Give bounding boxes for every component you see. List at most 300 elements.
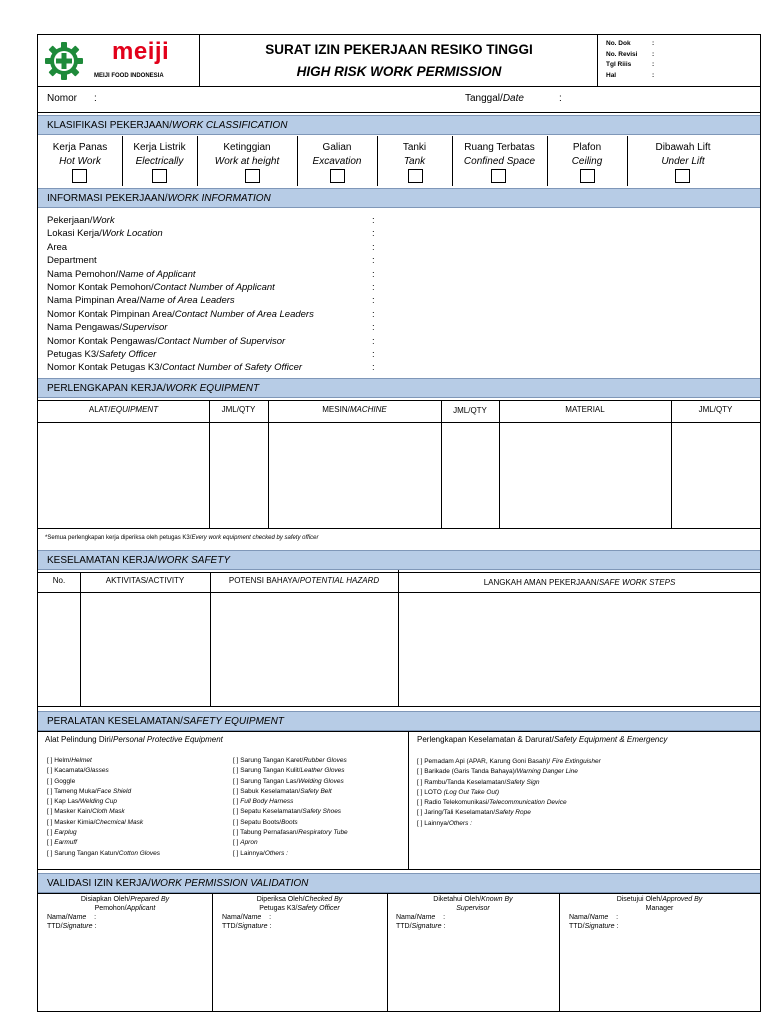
item-id: [ ] bbox=[233, 798, 241, 806]
section-title-en: WORK INFORMATION bbox=[167, 193, 271, 204]
list-item[interactable] bbox=[417, 819, 601, 829]
title-indonesian: SURAT IZIN PEKERJAAN RESIKO TINGGI bbox=[265, 42, 533, 57]
col-activity: AKTIVITAS/ACTIVITY bbox=[105, 576, 185, 585]
form-frame bbox=[37, 34, 761, 1012]
divider bbox=[209, 400, 210, 528]
colon: : bbox=[372, 308, 375, 320]
info-field-area-leader-contact bbox=[47, 308, 314, 321]
class-label-en: Under Lift bbox=[661, 156, 705, 167]
tanggal-label bbox=[465, 93, 524, 104]
class-label: Kerja Panas bbox=[52, 142, 108, 153]
col-label: MESIN/ bbox=[322, 405, 350, 414]
divider bbox=[38, 893, 760, 894]
class-under-lift bbox=[627, 141, 739, 169]
field-label: Lokasi Kerja/ bbox=[47, 228, 102, 240]
list-item[interactable] bbox=[47, 818, 160, 828]
checkbox-height[interactable] bbox=[245, 169, 260, 183]
role-id: Manager bbox=[645, 905, 674, 912]
emg-title-id: Perlengkapan Keselamatan & Darurat/ bbox=[417, 735, 554, 744]
role-id: Diketahui Oleh/ bbox=[433, 896, 482, 903]
divider bbox=[38, 731, 760, 732]
field-label: Area bbox=[47, 241, 68, 253]
item-en: Safety Sign bbox=[506, 778, 540, 786]
section-title: PERLENGKAPAN KERJA/ bbox=[47, 383, 166, 394]
info-field-supervisor bbox=[47, 321, 314, 334]
field-label: Pekerjaan/ bbox=[47, 215, 93, 226]
divider bbox=[499, 400, 500, 528]
class-label-en: Excavation bbox=[312, 156, 362, 167]
tanggal-label-id: Tanggal/ bbox=[465, 93, 503, 104]
col-label: POTENSI BAHAYA/ bbox=[228, 576, 300, 585]
meta-colon: : bbox=[652, 40, 655, 47]
list-item[interactable] bbox=[47, 797, 160, 807]
class-electrical bbox=[122, 141, 197, 169]
class-label: Tanki bbox=[402, 142, 427, 153]
class-label: Plafon bbox=[572, 142, 602, 153]
item-id: [ ] Jaring/Tali Keselamatan/ bbox=[417, 809, 496, 817]
field-label: Nomor Kontak Pimpinan Area/ bbox=[47, 308, 175, 320]
field-label-en: Name of Area Leaders bbox=[139, 295, 235, 307]
info-field-list bbox=[47, 214, 314, 375]
item-id: [ ] Masker Kain/ bbox=[47, 808, 93, 816]
divider bbox=[408, 731, 409, 869]
emg-title-en: Safety Equipment & Emergency bbox=[553, 735, 668, 744]
field-label-en: Contact Number of Supervisor bbox=[157, 335, 286, 347]
gear-logo-icon bbox=[44, 41, 84, 81]
name-label: Nama/ bbox=[396, 914, 417, 921]
name-row[interactable] bbox=[222, 913, 397, 922]
name-row[interactable] bbox=[396, 913, 568, 922]
list-item[interactable] bbox=[47, 828, 160, 838]
item-en: Safety Rope bbox=[495, 809, 531, 817]
role-en: Applicant bbox=[126, 905, 156, 912]
colon: : bbox=[372, 241, 375, 253]
list-item[interactable] bbox=[417, 788, 601, 798]
meta-release-date: Tgl Riiis bbox=[606, 61, 632, 68]
class-label-en: Confined Space bbox=[463, 156, 536, 167]
field-label-en: Name of Applicant bbox=[118, 268, 196, 280]
checkbox-hot-work[interactable] bbox=[72, 169, 87, 183]
colon: : bbox=[372, 335, 375, 347]
section-safety-equipment bbox=[38, 711, 760, 731]
item-id: [ ] Sabuk Keselamatan/ bbox=[233, 787, 301, 795]
section-title: KESELAMATAN KERJA/ bbox=[47, 555, 158, 566]
col-qty-1: JML/QTY bbox=[221, 405, 256, 414]
signature-row[interactable] bbox=[396, 922, 568, 931]
meta-colon: : bbox=[652, 71, 655, 79]
validation-known bbox=[387, 895, 559, 931]
list-item[interactable] bbox=[47, 766, 160, 776]
col-no: No. bbox=[52, 576, 66, 585]
list-item[interactable] bbox=[417, 808, 601, 818]
role-line-1 bbox=[212, 895, 387, 904]
role-id: Disetujui Oleh/ bbox=[616, 896, 663, 903]
item-en: Boots bbox=[281, 818, 298, 826]
item-id: [ ] Sarung Tangan Kulit/ bbox=[233, 767, 301, 775]
item-id: [ ] Sarung Tangan Katun/ bbox=[47, 849, 119, 857]
item-en: Warning Danger Line bbox=[516, 768, 578, 776]
col-safe-steps bbox=[399, 578, 760, 587]
list-item[interactable] bbox=[233, 828, 348, 838]
col-qty-2: JML/QTY bbox=[453, 406, 487, 415]
class-label: Galian bbox=[322, 142, 352, 153]
divider bbox=[80, 572, 81, 706]
colon: : bbox=[94, 914, 97, 921]
class-label: Ketinggian bbox=[223, 142, 271, 153]
class-label: Dibawah Lift bbox=[655, 142, 711, 153]
info-field-applicant-contact bbox=[47, 281, 314, 294]
colon: : bbox=[372, 215, 375, 226]
list-item[interactable] bbox=[47, 807, 160, 817]
role-line-2 bbox=[559, 904, 760, 913]
list-item[interactable] bbox=[47, 787, 160, 797]
checkbox-confined-space[interactable] bbox=[491, 169, 506, 183]
class-height bbox=[197, 141, 297, 169]
field-label-en: Contact Number of Applicant bbox=[153, 282, 275, 294]
colon: : bbox=[372, 268, 375, 280]
col-label: ALAT/ bbox=[88, 405, 111, 414]
section-permission-validation bbox=[38, 873, 760, 893]
class-label: Kerja Listrik bbox=[133, 142, 186, 153]
meta-colon: : bbox=[652, 50, 655, 58]
equipment-note bbox=[45, 533, 319, 543]
divider bbox=[38, 528, 760, 529]
field-label: Nama Pemohon/ bbox=[47, 268, 119, 280]
item-en: Welding Gloves bbox=[298, 777, 344, 785]
item-id: [ ] bbox=[47, 839, 55, 847]
field-label: Nama Pengawas/ bbox=[47, 322, 122, 334]
info-field-department bbox=[47, 254, 314, 267]
field-label-en: Contact Number of Safety Officer bbox=[162, 362, 303, 374]
section-title: PERALATAN KESELAMATAN/ bbox=[47, 716, 183, 727]
name-label: Nama/ bbox=[222, 914, 243, 921]
item-en: Others : bbox=[448, 819, 472, 827]
field-label: Department bbox=[47, 255, 97, 267]
role-line-2 bbox=[387, 904, 559, 913]
col-potential-hazard bbox=[210, 576, 398, 585]
info-field-location bbox=[47, 227, 314, 240]
colon: : bbox=[372, 282, 375, 294]
colon: : bbox=[269, 923, 272, 930]
brand-logo: meiji bbox=[112, 38, 170, 65]
divider bbox=[38, 706, 760, 707]
tanggal-label-en: Date bbox=[502, 93, 524, 104]
divider bbox=[38, 112, 760, 113]
role-en: Checked By bbox=[304, 896, 343, 903]
field-label: Nomor Kontak Pemohon/ bbox=[47, 282, 154, 294]
class-confined-space bbox=[452, 141, 547, 169]
field-label-en: Safety Officer bbox=[98, 349, 157, 361]
role-id: Diperiksa Oleh/ bbox=[256, 896, 305, 903]
nomor-label: Nomor bbox=[47, 93, 78, 104]
nomor-colon: : bbox=[94, 93, 97, 104]
col-label-en: MACHINE bbox=[349, 405, 387, 414]
sig-label-en: Signature bbox=[584, 923, 615, 930]
section-work-information bbox=[38, 188, 760, 208]
role-line-1 bbox=[38, 895, 212, 904]
list-item[interactable] bbox=[233, 818, 348, 828]
class-ceiling bbox=[547, 141, 627, 169]
colon: : bbox=[372, 228, 375, 240]
section-work-safety bbox=[38, 550, 760, 570]
list-item[interactable] bbox=[47, 777, 160, 787]
title-english: HIGH RISK WORK PERMISSION bbox=[296, 64, 502, 79]
section-title-en: SAFETY EQUIPMENT bbox=[182, 716, 284, 727]
item-id: [ ] Masker Kimia/ bbox=[47, 818, 96, 826]
item-en: Face Shield bbox=[96, 787, 132, 795]
meta-page: Hal bbox=[606, 71, 617, 79]
item-id: [ ] Pemadam Api (APAR, Karung Goni Basah)/ bbox=[417, 758, 552, 765]
divider bbox=[268, 400, 269, 528]
class-label-en: Work at height bbox=[214, 156, 280, 167]
list-item[interactable] bbox=[233, 797, 348, 807]
emergency-title bbox=[417, 735, 667, 744]
note-text: *Semua perlengkapan kerja diperiksa oleh petugas K3/ bbox=[45, 535, 192, 541]
list-item[interactable] bbox=[233, 766, 348, 776]
item-en: Apron bbox=[240, 839, 258, 847]
role-id: Pemohon/ bbox=[94, 905, 127, 912]
list-item[interactable] bbox=[233, 756, 348, 766]
colon: : bbox=[269, 914, 272, 921]
col-machine bbox=[268, 405, 441, 414]
field-label-en: Supervisor bbox=[121, 322, 168, 334]
item-id: [ ] bbox=[233, 839, 241, 847]
role-en: Approved By bbox=[662, 896, 703, 903]
class-label-en: Hot Work bbox=[59, 156, 101, 167]
item-en: Leather Gloves bbox=[300, 767, 345, 775]
section-title-en: WORK EQUIPMENT bbox=[165, 383, 260, 394]
col-equipment bbox=[38, 405, 209, 414]
item-id: [ ] Tameng Muka/ bbox=[47, 787, 97, 795]
role-line-2 bbox=[38, 904, 212, 913]
colon: : bbox=[372, 322, 375, 334]
item-en: Cloth Mask bbox=[92, 808, 125, 816]
item-en: Glasses bbox=[85, 767, 109, 775]
col-label: LANGKAH AMAN PEKERJAAN/ bbox=[483, 578, 599, 587]
info-field-supervisor-contact bbox=[47, 335, 314, 348]
divider bbox=[441, 400, 442, 528]
class-tank bbox=[377, 141, 452, 169]
sig-label-en: Signature bbox=[411, 923, 442, 930]
item-en: Cotton Gloves bbox=[118, 849, 160, 857]
logo-area bbox=[38, 35, 200, 87]
item-id: [ ] Tabung Pernafasan/ bbox=[233, 829, 299, 837]
emergency-list bbox=[417, 757, 601, 829]
class-hot-work bbox=[38, 141, 122, 169]
field-label: Petugas K3/ bbox=[47, 349, 99, 361]
name-row[interactable] bbox=[47, 913, 221, 922]
list-item[interactable] bbox=[47, 838, 160, 848]
item-id: [ ] Helm/ bbox=[47, 757, 72, 764]
role-en: Supervisor bbox=[456, 905, 490, 912]
sig-label-en: Signature bbox=[62, 923, 93, 930]
validation-checked bbox=[212, 895, 387, 931]
checkbox-ceiling[interactable] bbox=[580, 169, 595, 183]
colon: : bbox=[372, 362, 375, 374]
item-en: Fire Extinguisher bbox=[552, 758, 601, 765]
colon: : bbox=[372, 295, 375, 307]
item-id: [ ] Sepatu Boots/ bbox=[233, 818, 282, 826]
field-label-en: Work Location bbox=[101, 228, 163, 240]
col-label-en: EQUIPMENT bbox=[110, 405, 159, 414]
item-en: Rubber Gloves bbox=[303, 757, 347, 764]
meta-revision: No. Revisi bbox=[606, 50, 638, 58]
sig-label-en: Signature bbox=[237, 923, 268, 930]
role-en: Known By bbox=[481, 896, 513, 903]
divider bbox=[671, 400, 672, 528]
colon: : bbox=[372, 255, 375, 267]
info-field-area-leader bbox=[47, 294, 314, 307]
divider bbox=[38, 592, 399, 593]
section-title-en: WORK SAFETY bbox=[157, 555, 231, 566]
item-id: [ ] Radio Telekomunikasi/ bbox=[417, 799, 490, 807]
item-en: Checmical Mask bbox=[95, 818, 144, 826]
item-en: Full Body Harness bbox=[240, 798, 294, 806]
col-label-en: POTENTIAL HAZARD bbox=[299, 576, 380, 585]
col-material: MATERIAL bbox=[565, 405, 605, 414]
class-label-en: Tank bbox=[403, 156, 426, 167]
brand-subtitle: MEIJI FOOD INDONESIA bbox=[94, 73, 164, 79]
info-field-area bbox=[47, 241, 314, 254]
divider bbox=[398, 570, 399, 706]
list-item[interactable] bbox=[233, 787, 348, 797]
divider bbox=[38, 869, 760, 870]
role-line-1 bbox=[559, 895, 760, 904]
role-id: Petugas K3/ bbox=[259, 905, 298, 912]
field-label: Nomor Kontak Petugas K3/ bbox=[47, 362, 163, 374]
item-id: [ ] Sarung Tangan Karet/ bbox=[233, 757, 304, 764]
role-id: Disiapkan Oleh/ bbox=[80, 896, 131, 903]
meta-doc-no: No. Dok bbox=[606, 40, 631, 47]
section-work-classification bbox=[38, 115, 760, 135]
divider bbox=[210, 572, 211, 706]
signature-row[interactable] bbox=[47, 922, 221, 931]
list-item[interactable] bbox=[417, 757, 601, 767]
section-title: KLASIFIKASI PEKERJAAN/ bbox=[47, 120, 173, 131]
item-en: Telecommunication Device bbox=[489, 799, 567, 807]
sig-label: TTD/ bbox=[569, 923, 585, 930]
ppe-list-1 bbox=[47, 756, 160, 859]
field-label-en: Contact Number of Area Leaders bbox=[174, 308, 314, 320]
colon: : bbox=[443, 923, 446, 930]
list-item[interactable] bbox=[233, 849, 348, 859]
ppe-title-id: Alat Pelindung Diri/ bbox=[45, 735, 114, 744]
field-label-en: Work bbox=[92, 215, 115, 226]
checkbox-excavation[interactable] bbox=[330, 169, 345, 183]
title-area bbox=[200, 35, 598, 87]
checkbox-electrical[interactable] bbox=[152, 169, 167, 183]
colon: : bbox=[616, 923, 619, 930]
role-line-2 bbox=[212, 904, 387, 913]
sig-label: TTD/ bbox=[222, 923, 238, 930]
list-item[interactable] bbox=[233, 777, 348, 787]
sig-label: TTD/ bbox=[47, 923, 63, 930]
item-en: Respiratory Tube bbox=[298, 829, 348, 837]
section-title-en: WORK PERMISSION VALIDATION bbox=[150, 878, 309, 889]
tanggal-colon: : bbox=[559, 93, 562, 104]
validation-approved bbox=[559, 895, 760, 931]
name-label-en: Name bbox=[416, 914, 436, 921]
divider bbox=[38, 422, 760, 423]
list-item[interactable] bbox=[233, 807, 348, 817]
list-item[interactable] bbox=[233, 838, 348, 848]
list-item[interactable] bbox=[417, 798, 601, 808]
ppe-title-en: Personal Protective Equipment bbox=[113, 735, 223, 744]
info-field-safety-officer bbox=[47, 348, 314, 361]
field-label: Nama Pimpinan Area/ bbox=[47, 295, 140, 307]
item-en: Others : bbox=[264, 849, 288, 857]
section-title: INFORMASI PEKERJAAN/ bbox=[47, 193, 168, 204]
item-id: [ ] Sarung Tangan Las/ bbox=[233, 777, 299, 785]
ppe-list-2 bbox=[233, 756, 348, 859]
signature-row[interactable] bbox=[222, 922, 397, 931]
colon: : bbox=[443, 914, 446, 921]
item-id: [ ] Rambu/Tanda Keselamatan/ bbox=[417, 778, 507, 786]
class-label-en: Ceiling bbox=[571, 156, 603, 167]
class-label-en: Electrically bbox=[135, 156, 184, 167]
item-id: [ ] LOTO bbox=[417, 788, 444, 796]
item-id: [ ] Lainnya/ bbox=[417, 819, 449, 827]
name-row[interactable] bbox=[569, 913, 768, 922]
item-id: [ ] Goggle bbox=[47, 777, 76, 785]
name-label: Nama/ bbox=[47, 914, 68, 921]
section-title: VALIDASI IZIN KERJA/ bbox=[47, 878, 151, 889]
list-item[interactable] bbox=[417, 767, 601, 777]
name-label: Nama/ bbox=[569, 914, 590, 921]
class-excavation bbox=[297, 141, 377, 169]
checkbox-tank[interactable] bbox=[408, 169, 423, 183]
field-label: Nomor Kontak Pengawas/ bbox=[47, 335, 158, 347]
item-id: [ ] bbox=[47, 829, 55, 837]
info-field-work bbox=[47, 214, 314, 227]
colon: : bbox=[616, 914, 619, 921]
list-item[interactable] bbox=[417, 778, 601, 788]
info-field-applicant bbox=[47, 268, 314, 281]
name-label-en: Name bbox=[589, 914, 609, 921]
checkbox-under-lift[interactable] bbox=[675, 169, 690, 183]
name-label-en: Name bbox=[67, 914, 87, 921]
name-label-en: Name bbox=[242, 914, 262, 921]
ppe-title bbox=[45, 735, 223, 744]
item-en: Welding Cup bbox=[79, 798, 117, 806]
meta-colon: : bbox=[652, 61, 655, 68]
note-text-en: Every work equipment checked by safety officer bbox=[191, 535, 319, 541]
list-item[interactable] bbox=[47, 756, 160, 766]
item-id: [ ] Lainnya/ bbox=[233, 849, 265, 857]
divider bbox=[38, 572, 760, 573]
col-label-en: SAFE WORK STEPS bbox=[598, 578, 676, 587]
section-title-en: WORK CLASSIFICATION bbox=[172, 120, 288, 131]
divider bbox=[399, 592, 760, 593]
item-en: Earplug bbox=[54, 829, 77, 837]
item-id: [ ] Barikade (Garis Tanda Bahaya)/ bbox=[417, 768, 517, 776]
list-item[interactable] bbox=[47, 849, 160, 859]
item-en: Safety Shoes bbox=[302, 808, 342, 816]
item-id: [ ] Kacamata/ bbox=[47, 767, 86, 775]
colon: : bbox=[372, 349, 375, 361]
col-qty-3: JML/QTY bbox=[698, 405, 733, 414]
role-en: Prepared By bbox=[130, 896, 170, 903]
item-id: [ ] Sepatu Keselamatan/ bbox=[233, 808, 303, 816]
validation-prepared bbox=[38, 895, 212, 931]
item-en: (Log Out Take Out) bbox=[443, 788, 500, 796]
info-colons bbox=[372, 214, 375, 375]
divider bbox=[38, 400, 760, 401]
item-en: Earmuff bbox=[54, 839, 77, 847]
signature-row[interactable] bbox=[569, 922, 768, 931]
class-label: Ruang Terbatas bbox=[464, 142, 535, 153]
colon: : bbox=[94, 923, 97, 930]
